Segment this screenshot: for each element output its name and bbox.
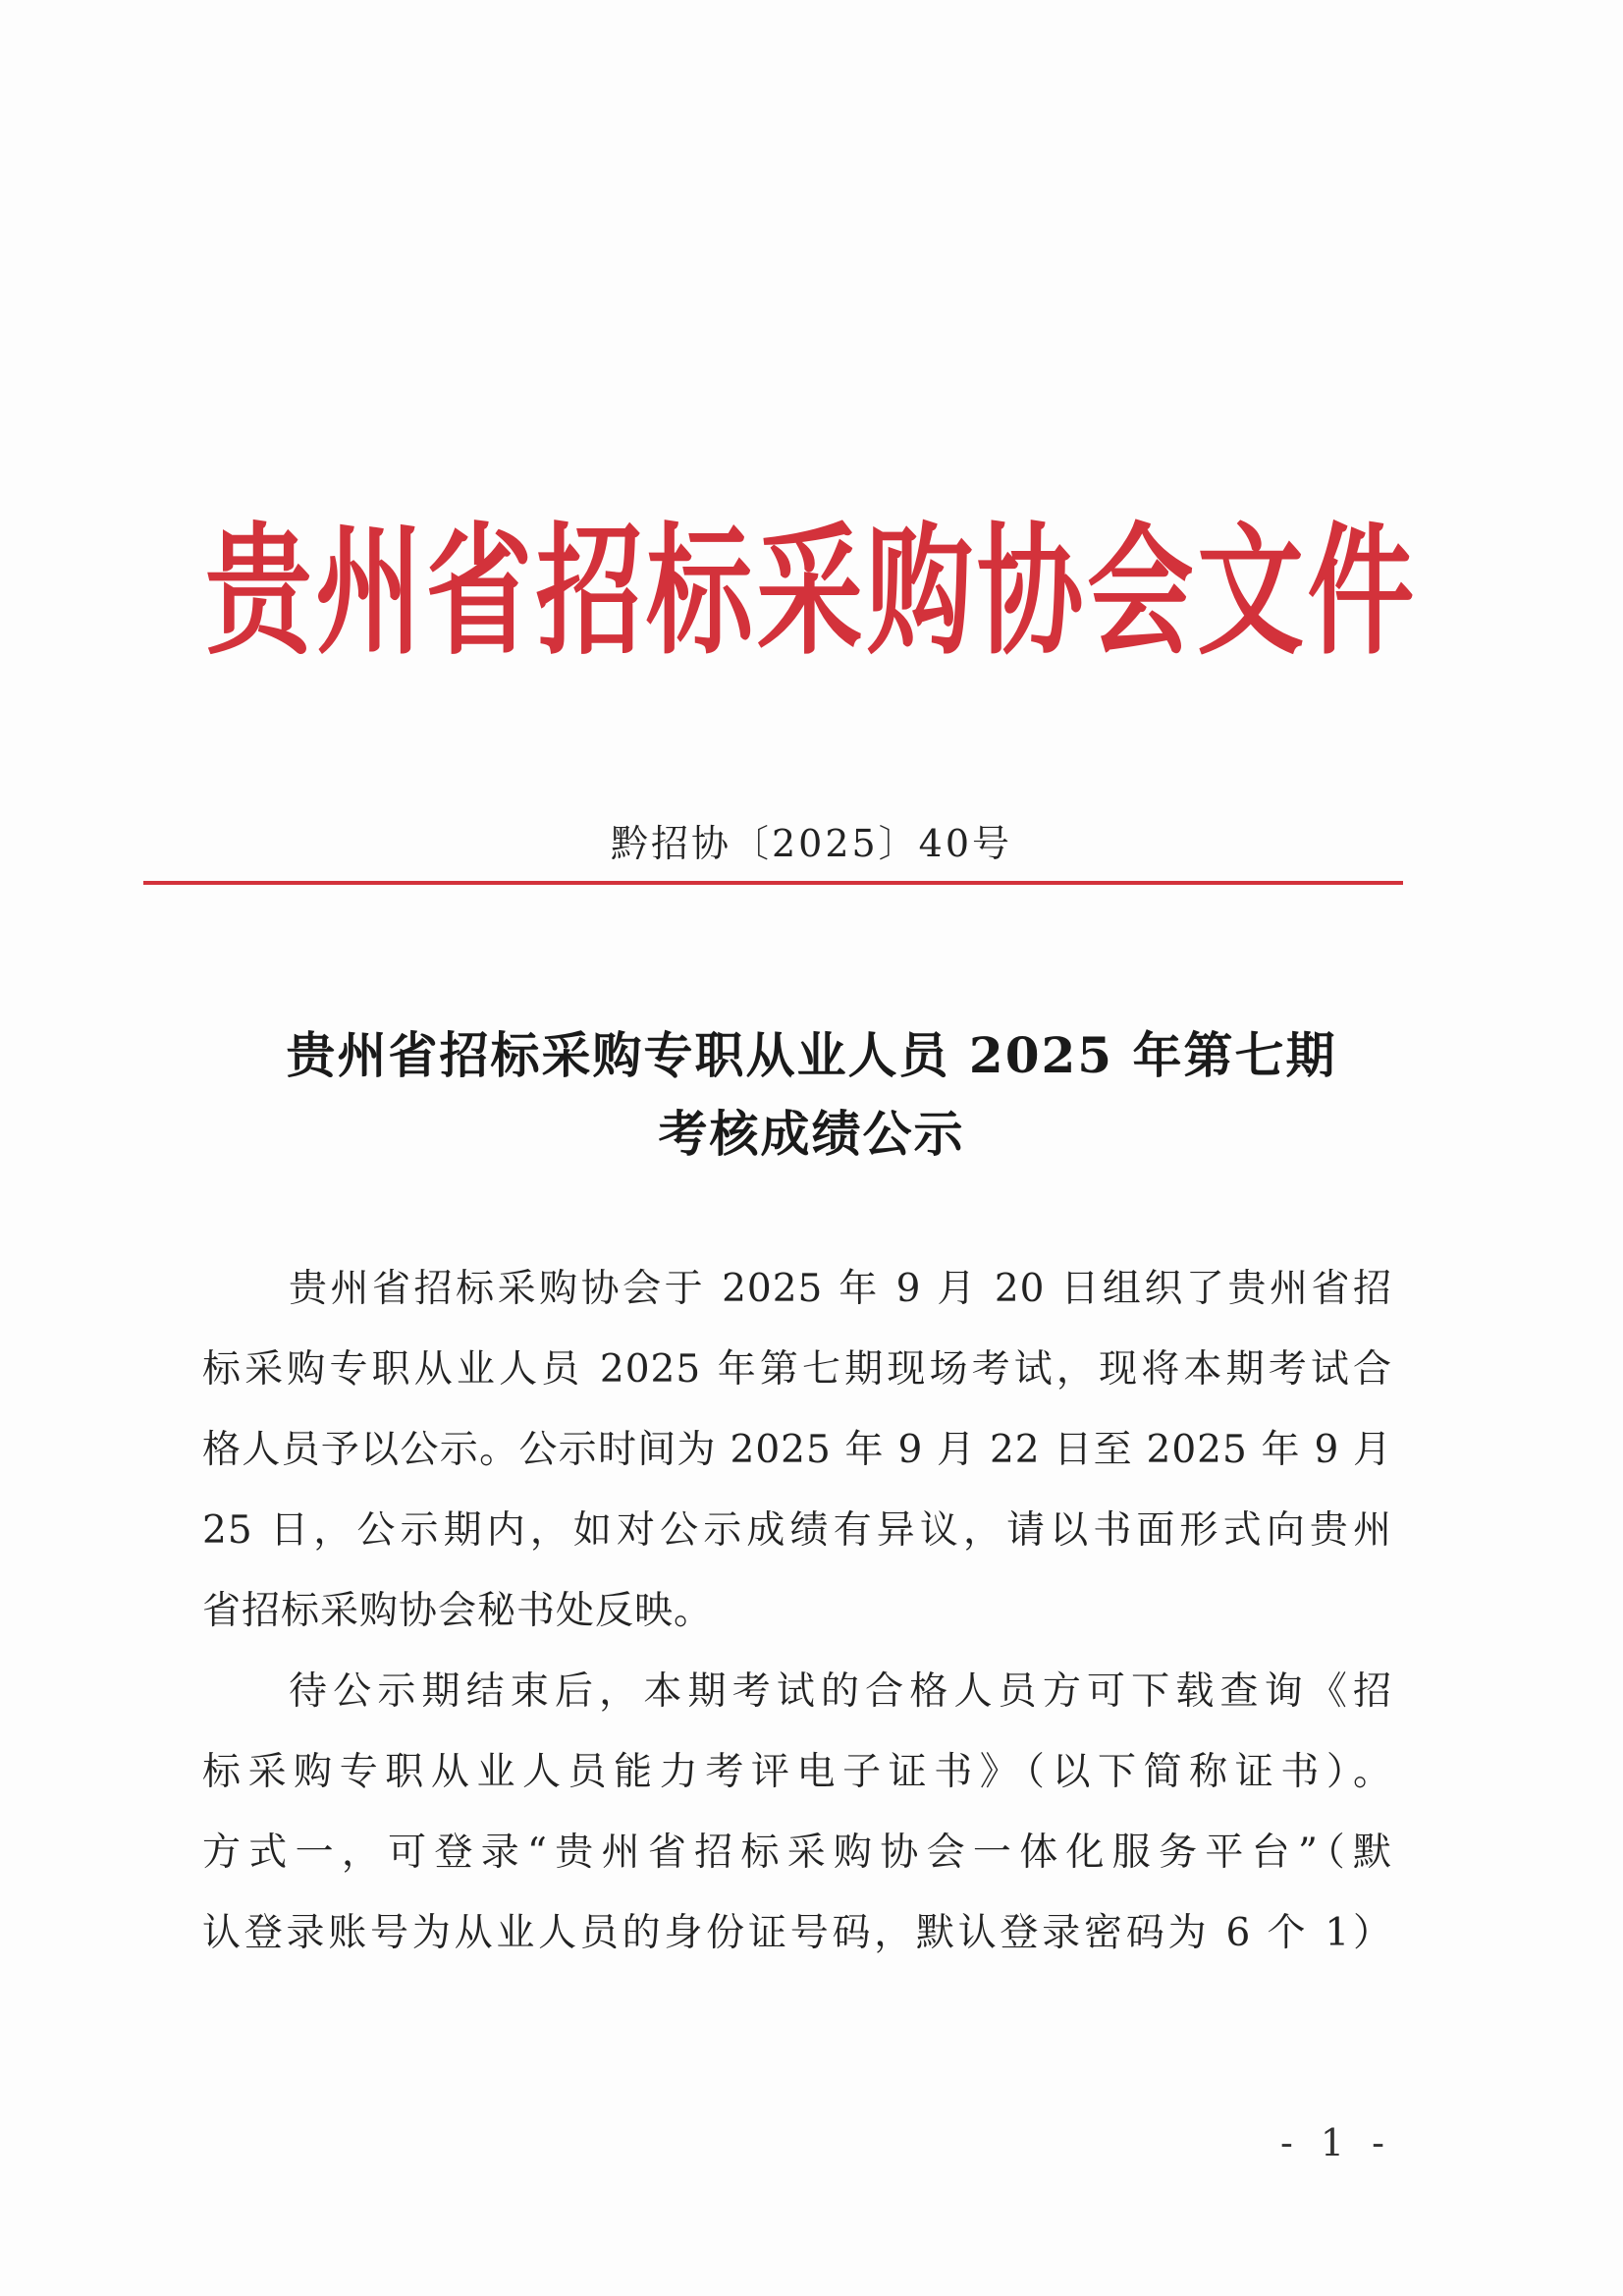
paragraph-1-line: 省招标采购协会秘书处反映。 [202, 1589, 714, 1633]
paragraph-1-line: 标采购专职从业人员 2025 年第七期现场考试，现将本期考试合 [202, 1347, 1392, 1392]
document-body [202, 1249, 1392, 1974]
paragraph-2-line: 标采购专职从业人员能力考评电子证书》（以下简称证书）。 [202, 1750, 1392, 1794]
title-line-1: 贵州省招标采购专职从业人员 2025 年第七期 [286, 1026, 1337, 1084]
organization-header: 贵州省招标采购协会文件 [205, 507, 1418, 675]
page-number: - 1 - [1279, 2121, 1392, 2164]
paragraph-1-line: 25 日，公示期内，如对公示成绩有异议，请以书面形式向贵州 [202, 1508, 1392, 1553]
paragraph-1-line: 贵州省招标采购协会于 2025 年 9 月 20 日组织了贵州省招 [289, 1267, 1392, 1311]
document-number: 黔招协〔2025〕40号 [610, 822, 1013, 865]
red-divider-line [143, 881, 1403, 885]
paragraph-2-line: 认登录账号为从业人员的身份证号码，默认登录密码为 6 个 1） [202, 1911, 1392, 1955]
title-line-2: 考核成绩公示 [658, 1105, 965, 1163]
paragraph-2-line: 待公示期结束后，本期考试的合格人员方可下载查询《招 [289, 1669, 1392, 1714]
document-title [118, 1016, 1505, 1174]
paragraph-2-line: 方式一，可登录“贵州省招标采购协会一体化服务平台”（默 [202, 1831, 1392, 1875]
paragraph-1-line: 格人员予以公示。公示时间为 2025 年 9 月 22 日至 2025 年 9 月 [202, 1428, 1392, 1472]
